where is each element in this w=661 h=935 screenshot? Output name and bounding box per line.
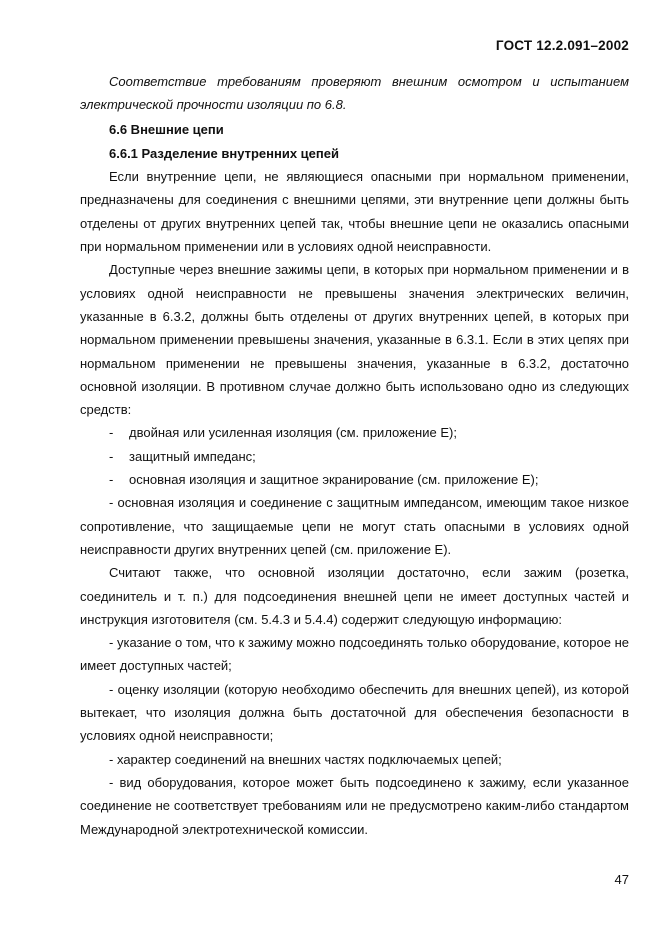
page-content bbox=[80, 70, 629, 841]
list-item-text: двойная или усиленная изоляция (см. приложение Е); bbox=[129, 425, 457, 441]
list-item-text: указание о том, что к зажиму можно подсоединять только оборудование, которое не имеет доступных частей; bbox=[80, 635, 629, 674]
list-item-text: оценку изоляции (которую необходимо обеспечить для внешних цепей), из которой вытекает, что изоляция должна быть достаточной для обеспечения безопасности в условиях одной неисправности; bbox=[80, 681, 629, 744]
list-item bbox=[80, 421, 629, 444]
section-heading: 6.6 Внешние цепи bbox=[109, 121, 224, 137]
list-dash: - bbox=[109, 681, 114, 697]
list-item bbox=[80, 631, 629, 678]
paragraph-internal-circuits: Если внутренние цепи, не являющиеся опасными при нормальном применении, предназначены для соединения с внешними цепями, эти внутренние цепи должны быть отделены от других внутренних цепей так, чтобы внешние цепи не оказались опасными при нормальном применении или в условиях одной неисправности. bbox=[80, 169, 629, 255]
list-item-text: вид оборудования, которое может быть подсоединено к зажиму, если указанное соединение не соответствует требованиям или не предусмотрено каким-либо стандартом Международной электротехнической комиссии. bbox=[80, 774, 629, 837]
compliance-note: Соответствие требованиям проверяют внешним осмотром и испытанием электрической прочности изоляции по 6.8. bbox=[80, 74, 629, 113]
list-dash: - bbox=[109, 425, 114, 441]
list-item bbox=[80, 491, 629, 561]
list-item bbox=[80, 771, 629, 841]
list-dash: - bbox=[109, 635, 114, 651]
means-list bbox=[80, 421, 629, 561]
list-dash: - bbox=[109, 495, 114, 511]
page-number: 47 bbox=[614, 872, 629, 887]
info-list bbox=[80, 631, 629, 841]
list-item bbox=[80, 678, 629, 748]
list-item-text: характер соединений на внешних частях подключаемых цепей; bbox=[116, 751, 502, 767]
list-dash: - bbox=[109, 751, 114, 767]
list-item-text: основная изоляция и защитное экранирование (см. приложение Е); bbox=[129, 472, 539, 488]
list-item bbox=[80, 468, 629, 491]
list-item bbox=[80, 445, 629, 468]
list-item-text: защитный импеданс; bbox=[129, 448, 256, 464]
list-item bbox=[80, 748, 629, 771]
list-dash: - bbox=[109, 472, 114, 488]
list-dash: - bbox=[109, 774, 114, 790]
subsection-heading: 6.6.1 Разделение внутренних цепей bbox=[109, 145, 339, 161]
paragraph-basic-insulation: Считают также, что основной изоляции достаточно, если зажим (розетка, соединитель и т. п.) для подсоединения внешней цепи не имеет доступных частей и инструкция изготовителя (см. 5.4.3 и 5.4.4) содержит следующую информацию: bbox=[80, 565, 629, 627]
paragraph-accessible-circuits: Доступные через внешние зажимы цепи, в которых при нормальном применении и в условиях одной неисправности не превышены значения электрических величин, указанные в 6.3.2, должны быть отделены от других внутренних цепей, в которых при нормальном применении превышены значения, указанные в 6.3.1. Если в этих цепях при нормальном применении не превышены значения, указанные в 6.3.2, достаточно основной изоляции. В противном случае должно быть использовано одно из следующих средств: bbox=[80, 262, 629, 418]
list-dash: - bbox=[109, 448, 114, 464]
list-item-text: основная изоляция и соединение с защитным импедансом, имеющим такое низкое сопротивление, что защищаемые цепи не могут стать опасными в условиях одной неисправности других внутренних цепей (см. приложение Е). bbox=[80, 495, 629, 557]
standard-designation: ГОСТ 12.2.091–2002 bbox=[495, 38, 629, 53]
